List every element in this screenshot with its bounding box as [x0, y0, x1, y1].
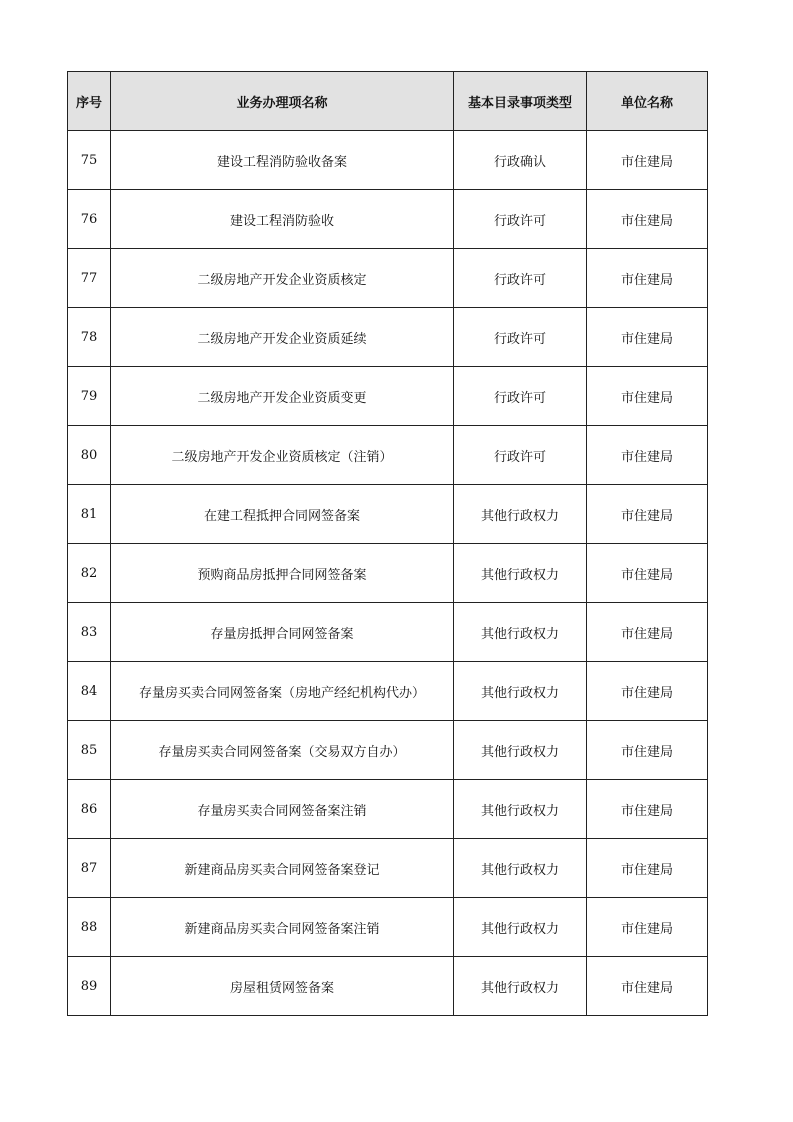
table-row: [68, 544, 708, 603]
row-department: 市住建局: [587, 780, 708, 839]
row-department: 市住建局: [587, 367, 708, 426]
row-item-name: 新建商品房买卖合同网签备案注销: [111, 898, 454, 957]
row-item-type: 其他行政权力: [454, 544, 587, 603]
row-item-type: 行政许可: [454, 308, 587, 367]
row-item-name: 二级房地产开发企业资质变更: [111, 367, 454, 426]
row-serial-number: 82: [68, 544, 111, 603]
row-item-type: 其他行政权力: [454, 898, 587, 957]
row-department: 市住建局: [587, 898, 708, 957]
row-serial-number: 76: [68, 190, 111, 249]
row-item-type: 行政许可: [454, 249, 587, 308]
table-row: [68, 780, 708, 839]
header-item-type: 基本目录事项类型: [454, 72, 587, 131]
row-item-name: 二级房地产开发企业资质核定: [111, 249, 454, 308]
table-row: [68, 839, 708, 898]
row-item-type: 行政许可: [454, 426, 587, 485]
header-department: 单位名称: [587, 72, 708, 131]
row-item-name: 预购商品房抵押合同网签备案: [111, 544, 454, 603]
row-serial-number: 89: [68, 957, 111, 1016]
table-row: [68, 957, 708, 1016]
table-row: [68, 190, 708, 249]
row-item-type: 其他行政权力: [454, 780, 587, 839]
table-row: [68, 367, 708, 426]
row-item-type: 其他行政权力: [454, 603, 587, 662]
table-row: [68, 662, 708, 721]
table-row: [68, 603, 708, 662]
matters-table: [67, 71, 708, 1016]
row-item-name: 新建商品房买卖合同网签备案登记: [111, 839, 454, 898]
table-row: [68, 308, 708, 367]
row-item-name: 二级房地产开发企业资质核定（注销）: [111, 426, 454, 485]
header-serial-number: 序号: [68, 72, 111, 131]
row-department: 市住建局: [587, 721, 708, 780]
row-item-name: 存量房买卖合同网签备案（交易双方自办）: [111, 721, 454, 780]
table-row: [68, 426, 708, 485]
table-body: [68, 131, 708, 1016]
header-item-name: 业务办理项名称: [111, 72, 454, 131]
table-row: [68, 131, 708, 190]
header-row: [68, 72, 708, 131]
row-department: 市住建局: [587, 485, 708, 544]
row-serial-number: 78: [68, 308, 111, 367]
row-item-name: 二级房地产开发企业资质延续: [111, 308, 454, 367]
row-item-name: 在建工程抵押合同网签备案: [111, 485, 454, 544]
table-header: [68, 72, 708, 131]
row-department: 市住建局: [587, 603, 708, 662]
table-row: [68, 249, 708, 308]
row-department: 市住建局: [587, 249, 708, 308]
row-item-name: 建设工程消防验收: [111, 190, 454, 249]
row-department: 市住建局: [587, 839, 708, 898]
row-item-name: 存量房买卖合同网签备案（房地产经纪机构代办）: [111, 662, 454, 721]
row-department: 市住建局: [587, 957, 708, 1016]
row-item-type: 行政许可: [454, 190, 587, 249]
row-serial-number: 87: [68, 839, 111, 898]
row-department: 市住建局: [587, 426, 708, 485]
table-row: [68, 721, 708, 780]
row-serial-number: 84: [68, 662, 111, 721]
row-item-type: 其他行政权力: [454, 662, 587, 721]
row-department: 市住建局: [587, 544, 708, 603]
row-item-name: 存量房抵押合同网签备案: [111, 603, 454, 662]
row-serial-number: 81: [68, 485, 111, 544]
row-item-type: 其他行政权力: [454, 721, 587, 780]
row-serial-number: 79: [68, 367, 111, 426]
row-item-name: 存量房买卖合同网签备案注销: [111, 780, 454, 839]
row-serial-number: 88: [68, 898, 111, 957]
table-row: [68, 485, 708, 544]
row-department: 市住建局: [587, 131, 708, 190]
row-serial-number: 77: [68, 249, 111, 308]
row-serial-number: 83: [68, 603, 111, 662]
row-department: 市住建局: [587, 308, 708, 367]
table-row: [68, 898, 708, 957]
row-serial-number: 85: [68, 721, 111, 780]
row-department: 市住建局: [587, 190, 708, 249]
row-serial-number: 80: [68, 426, 111, 485]
row-serial-number: 75: [68, 131, 111, 190]
row-department: 市住建局: [587, 662, 708, 721]
row-serial-number: 86: [68, 780, 111, 839]
row-item-type: 其他行政权力: [454, 839, 587, 898]
row-item-type: 行政许可: [454, 367, 587, 426]
row-item-type: 其他行政权力: [454, 957, 587, 1016]
row-item-name: 建设工程消防验收备案: [111, 131, 454, 190]
row-item-name: 房屋租赁网签备案: [111, 957, 454, 1016]
row-item-type: 行政确认: [454, 131, 587, 190]
row-item-type: 其他行政权力: [454, 485, 587, 544]
